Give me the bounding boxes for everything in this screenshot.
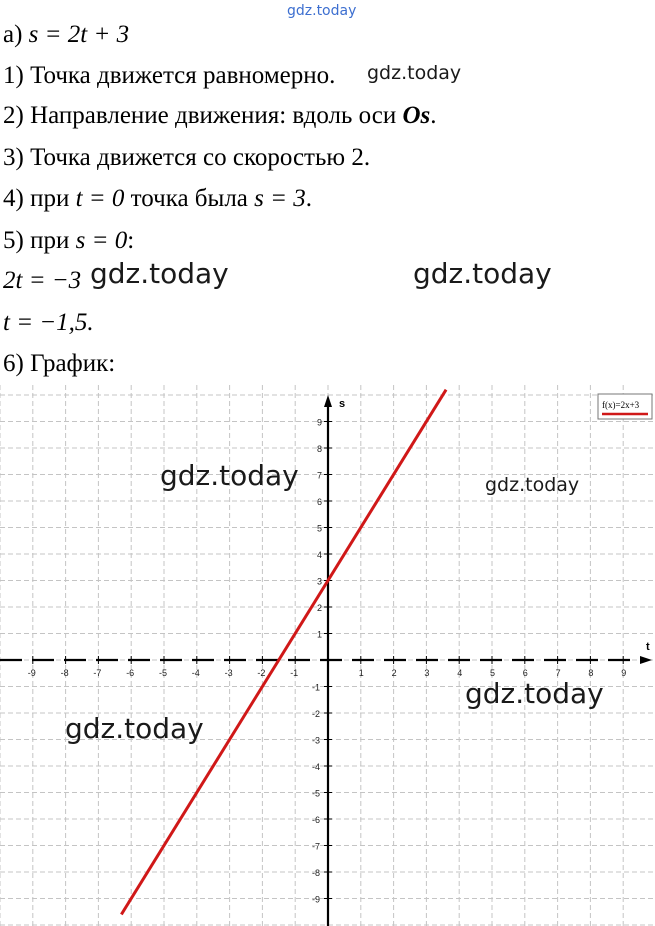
watermark: gdz.today [465,677,604,710]
part-a-label: а) [3,21,29,48]
y-tick-label: -8 [312,868,321,878]
watermark: gdz.today [160,459,299,492]
axis-os: Os [402,102,431,129]
x-tick-label: -3 [224,668,233,678]
x-tick-label: 6 [522,668,528,678]
line-4-pre: 4) при [3,185,76,212]
x-tick-label: 7 [555,668,561,678]
s-equals-3: s = 3 [254,185,306,212]
y-tick-label: -6 [312,815,321,825]
line-2-post: . [430,102,437,129]
y-tick-label: 8 [317,444,323,454]
line-6: 2t = −3 [3,267,82,294]
y-tick-label: 6 [317,497,323,507]
y-tick-label: -1 [312,682,321,693]
y-tick-label: 5 [317,523,323,534]
line-3: 3) Точка движется со скоростью 2. [3,144,371,171]
y-tick-label: -2 [312,709,321,719]
watermark: gdz.today [413,257,552,290]
y-tick-label: 9 [317,417,323,428]
x-tick-label: 9 [621,668,627,678]
line-8: 6) График: [3,350,116,377]
x-tick-label: -6 [126,668,135,678]
watermark-top: gdz.today [287,3,357,19]
y-tick-label: 3 [317,576,323,587]
x-axis-label: t [646,641,650,653]
y-tick-label: -4 [312,762,321,772]
line-2 [3,101,437,131]
line-4-mid: точка была [124,185,255,212]
watermark: gdz.today [367,62,462,84]
x-tick-label: 1 [358,668,364,678]
x-tick-label: 3 [424,668,430,678]
x-tick-label: -2 [257,668,266,678]
y-tick-label: -7 [312,841,321,852]
x-tick-label: 2 [391,668,397,678]
y-tick-label: -9 [312,894,321,905]
x-tick-label: -4 [191,668,200,678]
y-axis-label: s [339,398,346,410]
y-axis-arrow [324,395,332,407]
line-part-a [3,20,129,50]
y-tick-label: 2 [317,603,323,613]
watermark: gdz.today [485,474,580,496]
watermark: gdz.today [65,712,204,745]
equation-s: s = 2t + 3 [28,21,130,48]
x-tick-label: -7 [93,668,102,678]
line-5 [3,226,134,256]
line-4-post: . [305,185,313,212]
x-tick-label: -1 [290,668,299,678]
legend-label: f(x)=2x+3 [602,400,640,410]
y-tick-label: 4 [317,550,323,560]
y-tick-label: -3 [312,735,321,746]
line-4 [3,184,312,214]
x-tick-label: -5 [159,668,168,678]
graph [0,385,655,926]
line-1: 1) Точка движется равномерно. [3,62,336,89]
t-equals-0: t = 0 [75,185,125,212]
y-tick-label: 7 [317,470,323,481]
y-tick-label: 1 [317,629,323,640]
line-7: t = −1,5. [3,309,94,336]
line-5-post: : [127,227,135,254]
x-tick-label: 4 [457,668,463,678]
y-tick-label: -5 [312,788,321,799]
x-tick-label: 8 [588,668,594,678]
x-tick-label: -8 [60,668,69,678]
watermark: gdz.today [90,257,229,290]
x-tick-label: -9 [27,668,36,678]
line-2-pre: 2) Направление движения: вдоль оси [3,102,403,129]
x-tick-label: 5 [490,668,496,678]
line-5-pre: 5) при [3,227,76,254]
x-axis-arrow [640,656,652,664]
s-equals-0: s = 0 [75,227,128,254]
